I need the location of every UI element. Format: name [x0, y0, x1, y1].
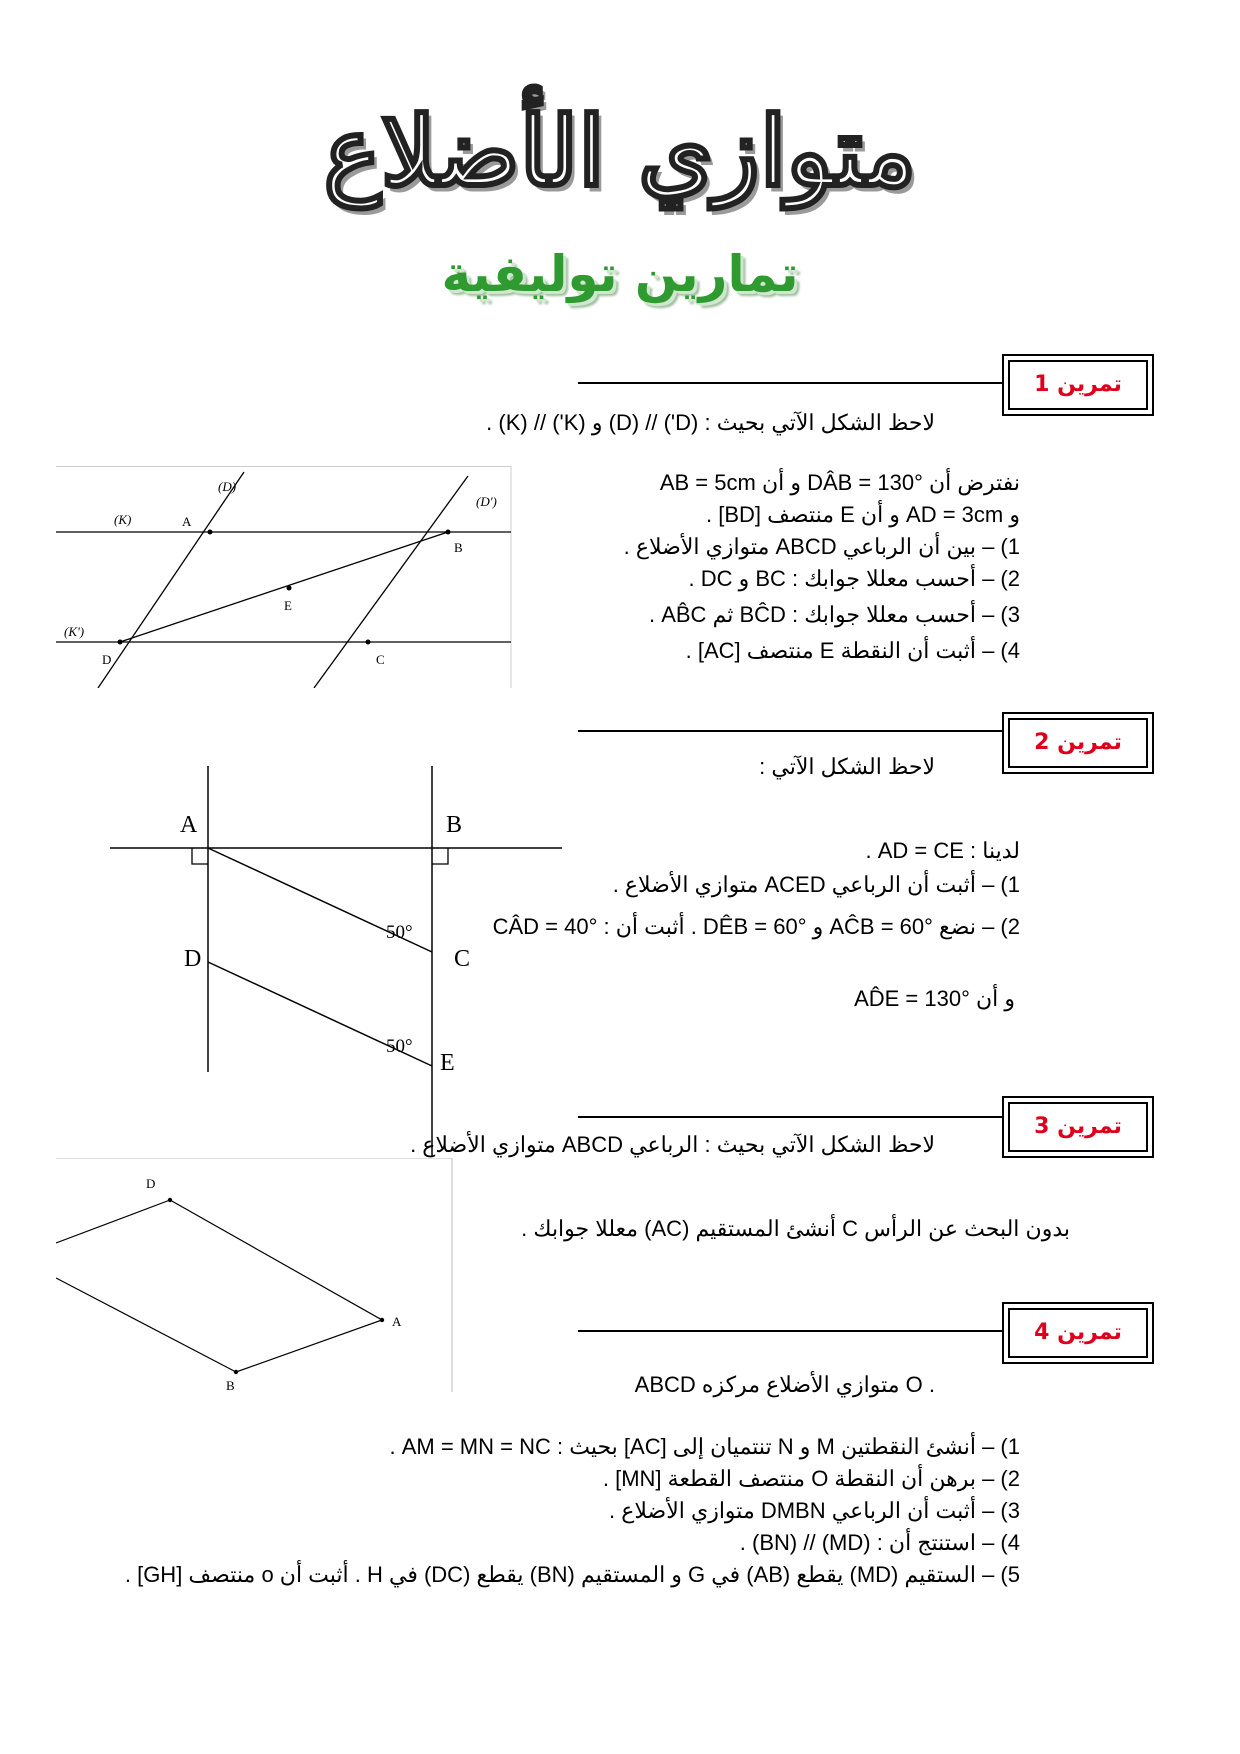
exercise-2-header	[1002, 712, 1154, 774]
angle-label-C: 50°	[386, 922, 413, 943]
label-K-line: (K)	[114, 512, 132, 527]
exercise-4-line-2: 2) – برهن أن النقطة O منتصف القطعة [MN] .	[602, 1466, 1020, 1491]
exercise-1-line-2: و AD = 3cm و أن E منتصف [BD] .	[705, 502, 1020, 527]
exercise-2-line-3: 2) – نضع AĈB = 60° و DÊB = 60° . أثبت أن : CÂD = 40°	[492, 914, 1020, 939]
label-C: C	[454, 946, 471, 972]
label-C: C	[376, 652, 385, 667]
label-D: D	[102, 652, 112, 667]
exercise-2-line-0: لاحظ الشكل الآتي :	[759, 754, 935, 779]
label-D-prime-line: (D')	[476, 494, 497, 509]
exercise-2-line-2: 1) – أثبت أن الرباعي ACED متوازي الأضلاع .	[612, 872, 1020, 897]
page-title: متوازي الأضلاع	[323, 95, 917, 208]
label-A: A	[180, 812, 198, 838]
exercise-1-line-5: 3) – أحسب معللا جوابك : BĈD ثم AB̂C .	[648, 602, 1020, 627]
exercise-2-rule	[578, 730, 1003, 732]
exercise-1-line-1: نفترض أن DÂB = 130° و أن AB = 5cm	[659, 470, 1020, 495]
label-B: B	[226, 1378, 235, 1392]
point-B	[234, 1370, 238, 1374]
exercise-1-header	[1002, 354, 1154, 416]
exercise-4-header	[1002, 1302, 1154, 1364]
line-D-prime	[314, 476, 468, 688]
point-D	[118, 640, 123, 645]
point-C	[366, 640, 371, 645]
segment-D-left	[56, 1200, 170, 1243]
label-E: E	[284, 598, 292, 613]
exercise-4-line-5: 5) – الستقيم (MD) يقطع (AB) في G و المستقيم (BN) يقطع (DC) في H . أثبت أن o منتصف [GH] .	[124, 1562, 1020, 1587]
line-D	[98, 472, 244, 688]
exercise-1-line-6: 4) – أثبت أن النقطة E منتصف [AC] .	[685, 638, 1020, 663]
right-angle-B	[432, 848, 448, 864]
label-D-line: (D)	[218, 479, 237, 494]
exercise-3-figure	[56, 1158, 456, 1392]
exercise-1-line-4: 2) – أحسب معللا جوابك : BC و DC .	[688, 566, 1020, 591]
page-subtitle: تمارين توليفية	[441, 245, 799, 303]
label-K-prime-line: (K')	[64, 624, 85, 639]
exercise-2-figure	[110, 766, 570, 1156]
exercise-2-line-4: و أن AD̂E = 130°	[854, 986, 1015, 1011]
segment-B-left	[56, 1278, 236, 1372]
exercise-3-header	[1002, 1096, 1154, 1158]
exercise-2-label: تمرين 2	[1034, 730, 1122, 755]
point-A	[380, 1318, 384, 1322]
label-D: D	[146, 1176, 156, 1191]
exercise-4-line-0: ABCD متوازي الأضلاع مركزه O .	[634, 1372, 935, 1397]
exercise-1-line-3: 1) – بين أن الرباعي ABCD متوازي الأضلاع .	[623, 534, 1020, 559]
label-B: B	[454, 540, 463, 555]
segment-AB	[236, 1320, 382, 1372]
label-E: E	[440, 1050, 455, 1076]
right-angle-A	[192, 848, 208, 864]
exercise-3-rule	[578, 1116, 1003, 1118]
exercise-4-line-1: 1) – أنشئ النقطتين M و N تنتميان إلى [AC] بحيث : AM = MN = NC .	[389, 1434, 1020, 1459]
exercise-3-line-1: بدون البحث عن الرأس C أنشئ المستقيم (AC) معللا جوابك .	[521, 1216, 1070, 1241]
exercise-1-line-0: لاحظ الشكل الآتي بحيث : (D') // (D) و (K') // (K) .	[486, 410, 935, 435]
exercise-1-figure	[56, 466, 516, 688]
exercise-1-rule	[578, 382, 1003, 384]
exercise-3-label: تمرين 3	[1034, 1114, 1122, 1139]
exercise-4-label: تمرين 4	[1034, 1320, 1122, 1345]
segment-DA	[170, 1200, 382, 1320]
point-B	[446, 530, 451, 535]
point-E	[287, 586, 292, 591]
label-A: A	[182, 514, 192, 529]
exercise-4-rule	[578, 1330, 1003, 1332]
point-A	[208, 530, 213, 535]
label-D: D	[184, 946, 202, 972]
point-D	[168, 1198, 172, 1202]
exercise-4-line-3: 3) – أثبت أن الرباعي DMBN متوازي الأضلاع .	[609, 1498, 1020, 1523]
exercise-3-line-0: لاحظ الشكل الآتي بحيث : الرباعي ABCD متوازي الأضلاع .	[410, 1132, 935, 1157]
segment-DB	[120, 532, 448, 642]
exercise-4-line-4: 4) – استنتج أن : (MD) // (BN) .	[739, 1530, 1020, 1555]
angle-label-E: 50°	[386, 1036, 413, 1057]
label-B: B	[446, 812, 463, 838]
label-A: A	[392, 1314, 402, 1329]
exercise-2-line-1: لدينا : AD = CE .	[865, 838, 1020, 863]
exercise-1-label: تمرين 1	[1034, 372, 1122, 397]
